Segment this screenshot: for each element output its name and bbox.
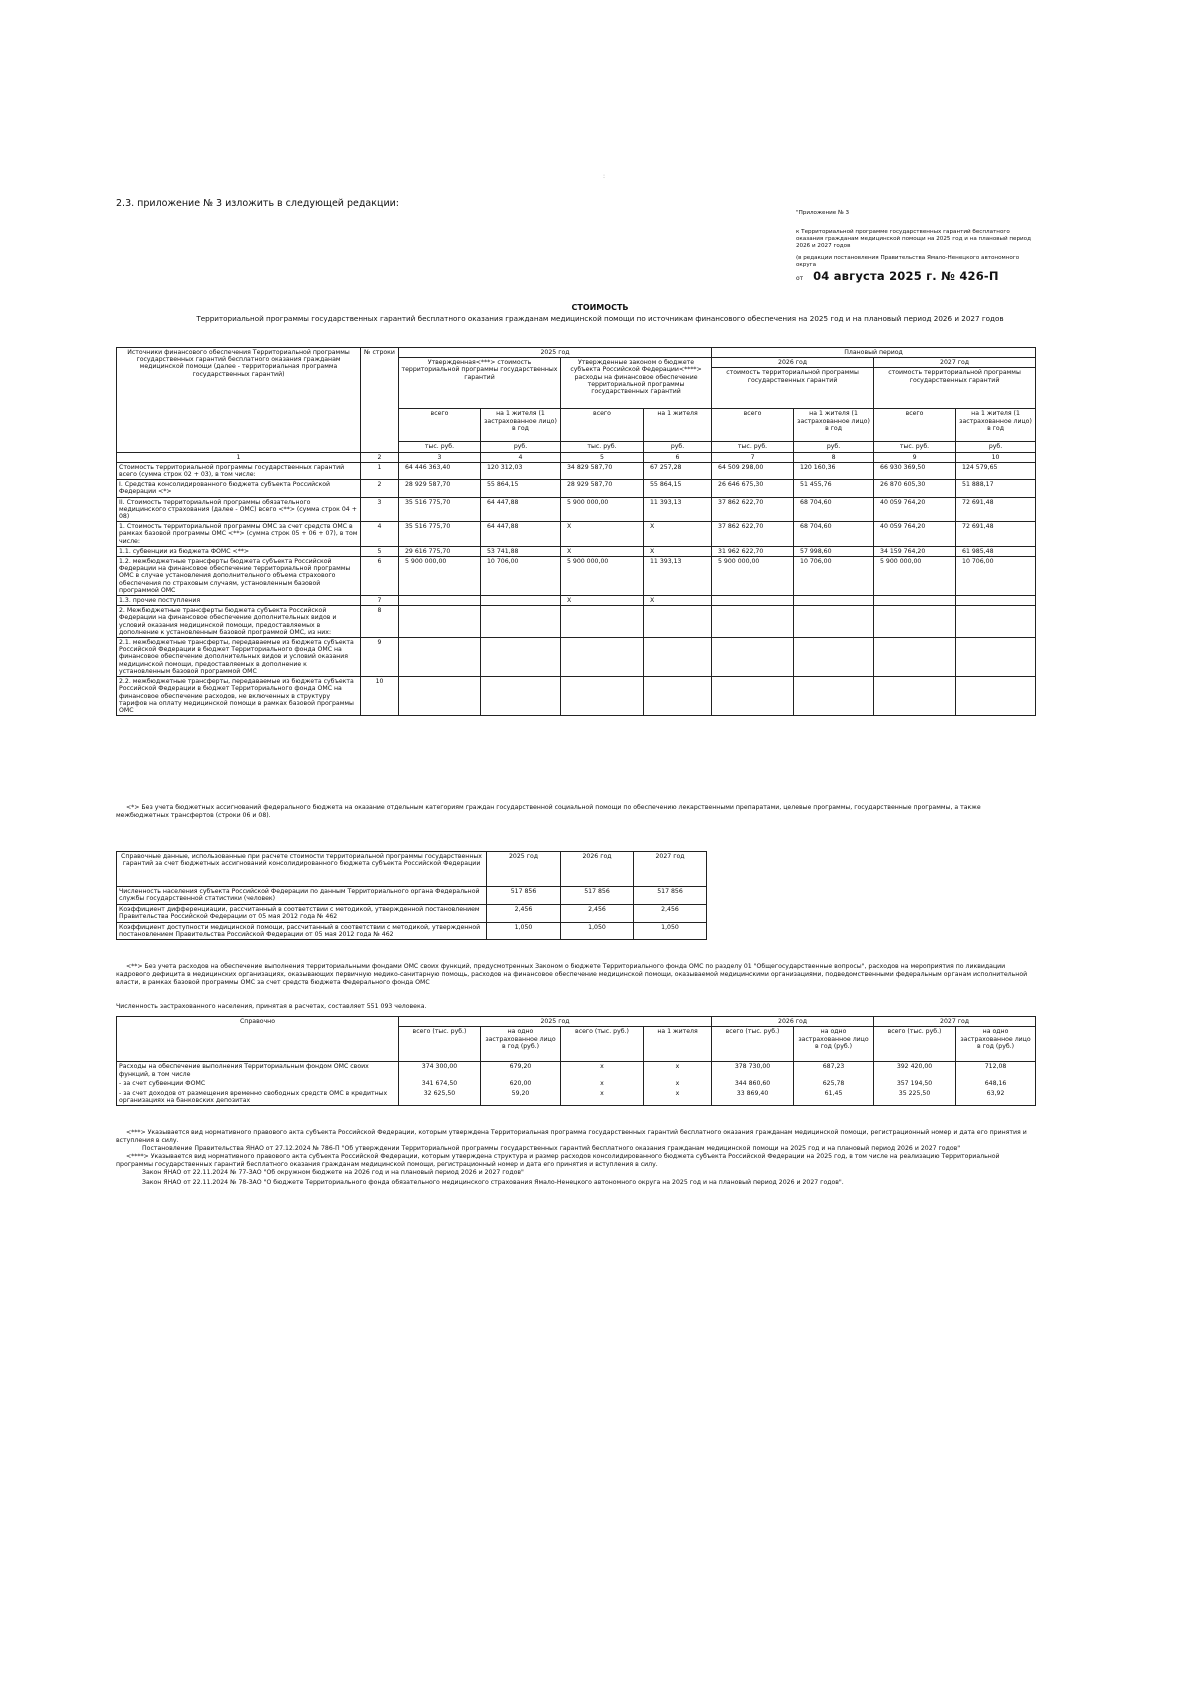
header-approved-cost: Утвержденная<***> стоимость территориальной программы государственных гарантий (399, 358, 561, 409)
header-per-resident: на 1 жителя (644, 1027, 712, 1062)
row-value: 26 646 675,30 (712, 480, 794, 497)
unit-rub: руб. (481, 442, 561, 452)
expense-value: x (644, 1089, 712, 1106)
footnote-budget-act: <****> Указывается вид нормативного правового акта субъекта Российской Федерации, которым утверждена структура и размер расходов консолидированного бюджета субъекта Российской Федерации на 2025 год, в том числе на реализацию Территориальной программы государственных гарантий бесплатного оказания гражданам медицинской помощи, регистрационный номер и дата его принятия и вступления в силу. (116, 1153, 1000, 1168)
column-number: 6 (644, 452, 712, 462)
row-value: 67 257,28 (644, 462, 712, 479)
row-number: 5 (361, 546, 399, 556)
expense-value: x (561, 1089, 644, 1106)
row-value: 5 900 000,00 (874, 557, 956, 596)
unit-rub: руб. (794, 442, 874, 452)
row-value (956, 606, 1036, 638)
row-value (399, 606, 481, 638)
row-value: 37 862 622,70 (712, 497, 794, 522)
expense-value: 344 860,60 (712, 1079, 794, 1088)
appendix-program-ref: к Территориальной программе государственных гарантий бесплатного оказания гражданам медицинской помощи на 2025 год и на плановый период 2026 и 2027 годов (796, 229, 1031, 249)
bottom-notes (116, 1129, 1035, 1187)
row-value: X (561, 546, 644, 556)
header-2026: 2026 год (712, 1017, 874, 1027)
expense-value: 374 300,00 (399, 1062, 481, 1079)
row-value: 31 962 622,70 (712, 546, 794, 556)
row-value: X (644, 522, 712, 547)
header-per-insured: на одно застрахованное лицо в год (руб.) (481, 1027, 561, 1062)
row-value: 11 393,13 (644, 497, 712, 522)
row-number: 8 (361, 606, 399, 638)
row-value: X (561, 596, 644, 606)
table-row (117, 638, 1036, 677)
reference-value: 517 856 (487, 887, 561, 905)
document-subtitle: Территориальной программы государственных гарантий бесплатного оказания гражданам медицинской помощи по источникам финансового обеспечения на 2025 год и на плановый период 2026 и 2027 годов (196, 314, 1004, 323)
row-value: 40 059 764,20 (874, 522, 956, 547)
header-total: всего (561, 409, 644, 442)
header-per-insured: на одно застрахованное лицо в год (руб.) (794, 1027, 874, 1062)
reference-value: 2,456 (561, 904, 634, 922)
row-number: 3 (361, 497, 399, 522)
appendix-edition: (в редакции постановления Правительства Ямало-Ненецкого автономного округа (796, 255, 1020, 268)
row-number: 1 (361, 462, 399, 479)
row-value (399, 677, 481, 716)
expense-value: x (644, 1079, 712, 1088)
row-value (794, 638, 874, 677)
row-value: X (561, 522, 644, 547)
header-per-insured: на 1 жителя (1 застрахованное лицо) в год (956, 409, 1036, 442)
reference-value: 517 856 (634, 887, 707, 905)
unit-thousand: тыс. руб. (874, 442, 956, 452)
row-label: Стоимость территориальной программы государственных гарантий всего (сумма строк 02 + 03), в том числе: (117, 462, 361, 479)
column-number: 8 (794, 452, 874, 462)
reference-header-year: 2025 год (487, 852, 561, 887)
expense-value: 61,45 (794, 1089, 874, 1106)
header-2026: 2026 год (712, 358, 874, 368)
row-label: 2.2. межбюджетные трансферты, передаваемые из бюджета субъекта Российской Федерации в бюджет Территориального фонда ОМС на финансовое обеспечение расходов, не включенных в структуру тарифов на оплату медицинской помощи в рамках базовой программы ОМС (117, 677, 361, 716)
column-number: 3 (399, 452, 481, 462)
row-value: 35 516 775,70 (399, 497, 481, 522)
expense-value: 620,00 (481, 1079, 561, 1088)
reference-value: 2,456 (487, 904, 561, 922)
row-value: 5 900 000,00 (712, 557, 794, 596)
row-value: 66 930 369,50 (874, 462, 956, 479)
row-value: 29 616 775,70 (399, 546, 481, 556)
insured-population-note: Численность застрахованного населения, принятая в расчетах, составляет 551 093 человека. (116, 1003, 427, 1010)
row-value: 120 160,36 (794, 462, 874, 479)
row-value: 57 998,60 (794, 546, 874, 556)
row-value (561, 606, 644, 638)
expense-value: 687,23 (794, 1062, 874, 1079)
footnote-program-act: <***> Указывается вид нормативного правового акта субъекта Российской Федерации, которым утверждена Территориальная программа государственных гарантий бесплатного оказания гражданам медицинской помощи, регистрационный номер и дата его принятия и вступления в силу. (116, 1129, 1027, 1144)
row-value (481, 606, 561, 638)
table-row (117, 922, 707, 940)
row-value (644, 677, 712, 716)
reference-data-table (116, 851, 707, 940)
reference-value: 1,050 (634, 922, 707, 940)
expense-value: 357 194,50 (874, 1079, 956, 1088)
table-row (117, 522, 1036, 547)
reference-value: 2,456 (634, 904, 707, 922)
row-number: 6 (361, 557, 399, 596)
expense-value: x (644, 1062, 712, 1079)
resolution-stamp (796, 269, 999, 283)
row-value (561, 638, 644, 677)
expense-label: Расходы на обеспечение выполнения Территориальным фондом ОМС своих функций, в том числе (117, 1062, 399, 1079)
stamp-date-number: 04 августа 2025 г. № 426-П (813, 269, 999, 283)
expense-value: 625,78 (794, 1079, 874, 1088)
table-row (117, 497, 1036, 522)
footnote-budget: <*> Без учета бюджетных ассигнований федерального бюджета на оказание отдельным категориям граждан государственной социальной помощи по обеспечению лекарственными препаратами, целевые программы, государственные программы, а также межбюджетных трансфертов (строки 06 и 08). (116, 804, 981, 819)
row-value: 68 704,60 (794, 522, 874, 547)
header-per-insured: на 1 жителя (1 застрахованное лицо) в год (794, 409, 874, 442)
header-per-insured: на одно застрахованное лицо в год (руб.) (956, 1027, 1036, 1062)
header-cost-2026: стоимость территориальной программы государственных гарантий (712, 368, 874, 409)
row-value: X (644, 546, 712, 556)
header-source: Источники финансового обеспечения Территориальной программы государственных гарантий бесплатного оказания гражданам медицинской помощи (далее - территориальная программа государственных гарантий) (117, 348, 361, 453)
reference-value: 517 856 (561, 887, 634, 905)
oms-functions-table (116, 1016, 1036, 1106)
row-number: 9 (361, 638, 399, 677)
header-per-insured: на 1 жителя (1 застрахованное лицо) в год (481, 409, 561, 442)
column-number: 7 (712, 452, 794, 462)
table-row (117, 887, 707, 905)
row-value: 124 579,65 (956, 462, 1036, 479)
row-value (956, 677, 1036, 716)
row-label: 1. Стоимость территориальной программы ОМС за счет средств ОМС в рамках базовой программы ОМС <**> (сумма строк 05 + 06 + 07), в том числе: (117, 522, 361, 547)
column-number: 1 (117, 452, 361, 462)
appendix-label: "Приложение № 3 (796, 210, 850, 216)
row-value (712, 677, 794, 716)
header-total: всего (тыс. руб.) (874, 1027, 956, 1062)
expense-value: 648,16 (956, 1079, 1036, 1088)
header-total: всего (712, 409, 794, 442)
expense-value: 392 420,00 (874, 1062, 956, 1079)
reference-label: Коэффициент дифференциации, рассчитанный в соответствии с методикой, утвержденной постановлением Правительства Российской Федерации от 05 мая 2012 года № 462 (117, 904, 487, 922)
row-value: 28 929 587,70 (561, 480, 644, 497)
row-value: 55 864,15 (644, 480, 712, 497)
reference-value: 1,050 (487, 922, 561, 940)
header-total: всего (тыс. руб.) (712, 1027, 794, 1062)
row-label: 1.1. субвенции из бюджета ФОМС <**> (117, 546, 361, 556)
row-value (712, 638, 794, 677)
row-value: 51 888,17 (956, 480, 1036, 497)
document-title: СТОИМОСТЬ (571, 303, 629, 312)
row-label: 2.1. межбюджетные трансферты, передаваемые из бюджета субъекта Российской Федерации в бюджет Территориального фонда ОМС на финансовое обеспечение дополнительных видов и условий оказания медицинской помощи, предоставляемых в дополнение к установленным базовой программой ОМС (117, 638, 361, 677)
row-value: 5 900 000,00 (561, 497, 644, 522)
fund-law-ref: Закон ЯНАО от 22.11.2024 № 78-ЗАО "О бюджете Территориального фонда обязательного медицинского страхования Ямало-Ненецкого автономного округа на 2025 год и на плановый период 2026 и 2027 годов". (142, 1179, 844, 1186)
row-value: 28 929 587,70 (399, 480, 481, 497)
table-row (117, 546, 1036, 556)
row-value: 64 447,88 (481, 497, 561, 522)
row-value (794, 596, 874, 606)
program-resolution-ref: Постановление Правительства ЯНАО от 27.12.2024 № 786-П "Об утверждении Территориальной программы государственных гарантий бесплатного оказания гражданам медицинской помощи на 2025 год и на плановый период 2026 и 2027 годов" (142, 1145, 961, 1152)
row-value (712, 606, 794, 638)
row-value: 53 741,88 (481, 546, 561, 556)
budget-law-ref: Закон ЯНАО от 22.11.2024 № 77-ЗАО "Об окружном бюджете на 2026 год и на плановый период 2026 и 2027 годов" (142, 1169, 524, 1176)
expense-value: x (561, 1062, 644, 1079)
table-row (117, 677, 1036, 716)
row-value: 34 159 764,20 (874, 546, 956, 556)
expense-value: 33 869,40 (712, 1089, 794, 1106)
row-value: 72 691,48 (956, 497, 1036, 522)
reference-header-label: Справочные данные, использованные при расчете стоимости территориальной программы государственных гарантий за счет бюджетных ассигнований консолидированного бюджета субъекта Российской Федерации (117, 852, 487, 887)
row-value (481, 596, 561, 606)
row-value: 37 862 622,70 (712, 522, 794, 547)
row-value (874, 677, 956, 716)
reference-label: Справочно (117, 1017, 399, 1062)
column-number: 4 (481, 452, 561, 462)
expense-label: - за счет субвенции ФОМС (117, 1079, 399, 1088)
table-row (117, 462, 1036, 479)
row-value (874, 638, 956, 677)
table-row (117, 480, 1036, 497)
row-label: 2. Межбюджетные трансферты бюджета субъекта Российской Федерации на финансовое обеспечение дополнительных видов и условий оказания медицинской помощи, предоставляемых в дополнение к установленным базовой программой ОМС, из них: (117, 606, 361, 638)
row-number: 4 (361, 522, 399, 547)
column-number: 10 (956, 452, 1036, 462)
stamp-prefix: от (796, 275, 804, 282)
expense-value: x (561, 1079, 644, 1088)
row-value: 68 704,60 (794, 497, 874, 522)
header-cost-2027: стоимость территориальной программы государственных гарантий (874, 368, 1036, 409)
unit-rub: руб. (644, 442, 712, 452)
row-value: 11 393,13 (644, 557, 712, 596)
row-value (874, 606, 956, 638)
row-value (644, 638, 712, 677)
unit-thousand: тыс. руб. (561, 442, 644, 452)
cost-table (116, 347, 1036, 716)
expense-value: 32 625,50 (399, 1089, 481, 1106)
row-value: 51 455,76 (794, 480, 874, 497)
row-value: 40 059 764,20 (874, 497, 956, 522)
row-value (874, 596, 956, 606)
table-row (117, 1089, 1036, 1106)
row-value (644, 606, 712, 638)
row-number: 10 (361, 677, 399, 716)
row-value: 5 900 000,00 (399, 557, 481, 596)
unit-rub: руб. (956, 442, 1036, 452)
table-row (117, 904, 707, 922)
row-value (561, 677, 644, 716)
expense-value: 63,92 (956, 1089, 1036, 1106)
expense-value: 341 674,50 (399, 1079, 481, 1088)
header-row-number: № строки (361, 348, 399, 453)
row-value: 10 706,00 (481, 557, 561, 596)
row-value (794, 606, 874, 638)
table-row (117, 606, 1036, 638)
column-number: 2 (361, 452, 399, 462)
header-total: всего (тыс. руб.) (561, 1027, 644, 1062)
expense-value: 679,20 (481, 1062, 561, 1079)
table-row (117, 1062, 1036, 1079)
header-total: всего (874, 409, 956, 442)
row-value: 61 985,48 (956, 546, 1036, 556)
expense-value: 378 730,00 (712, 1062, 794, 1079)
table-row (117, 557, 1036, 596)
row-value: 35 516 775,70 (399, 522, 481, 547)
row-value: 64 509 298,00 (712, 462, 794, 479)
header-law-expenses: Утвержденные законом о бюджете субъекта Российской Федерации<****> расходы на финансовое обеспечение территориальной программы государственных гарантий (561, 358, 712, 409)
row-value (794, 677, 874, 716)
row-value: 5 900 000,00 (561, 557, 644, 596)
header-per-resident: на 1 жителя (644, 409, 712, 442)
expense-value: 35 225,50 (874, 1089, 956, 1106)
header-total: всего (тыс. руб.) (399, 1027, 481, 1062)
header-2027: 2027 год (874, 1017, 1036, 1027)
row-value: 120 312,03 (481, 462, 561, 479)
expense-label: - за счет доходов от размещения временно свободных средств ОМС в кредитных организациях на банковских депозитах (117, 1089, 399, 1106)
reference-value: 1,050 (561, 922, 634, 940)
row-value: 10 706,00 (956, 557, 1036, 596)
unit-thousand: тыс. руб. (712, 442, 794, 452)
row-value: 64 446 363,40 (399, 462, 481, 479)
reference-label: Численность населения субъекта Российской Федерации по данным Территориального органа Федеральной службы государственной статистики (человек) (117, 887, 487, 905)
intro-text: 2.3. приложение № 3 изложить в следующей редакции: (116, 198, 400, 209)
expense-value: 712,08 (956, 1062, 1036, 1079)
header-total: всего (399, 409, 481, 442)
row-value (956, 638, 1036, 677)
header-plan-period: Плановый период (712, 348, 1036, 358)
row-value (399, 638, 481, 677)
row-value (399, 596, 481, 606)
reference-header-year: 2027 год (634, 852, 707, 887)
row-value (481, 677, 561, 716)
header-2025: 2025 год (399, 348, 712, 358)
row-value: 26 870 605,30 (874, 480, 956, 497)
expense-value: 59,20 (481, 1089, 561, 1106)
reference-header-year: 2026 год (561, 852, 634, 887)
row-label: 1.3. прочие поступления (117, 596, 361, 606)
column-number: 9 (874, 452, 956, 462)
stray-mark: : (603, 173, 606, 180)
row-label: I. Средства консолидированного бюджета субъекта Российской Федерации <*> (117, 480, 361, 497)
row-value: X (644, 596, 712, 606)
header-2025: 2025 год (399, 1017, 712, 1027)
reference-label: Коэффициент доступности медицинской помощи, рассчитанный в соответствии с методикой, утвержденной постановлением Правительства Российской Федерации от 05 мая 2012 года № 462 (117, 922, 487, 940)
column-number: 5 (561, 452, 644, 462)
unit-thousand: тыс. руб. (399, 442, 481, 452)
row-value: 72 691,48 (956, 522, 1036, 547)
row-value: 34 829 587,70 (561, 462, 644, 479)
row-number: 7 (361, 596, 399, 606)
row-value (481, 638, 561, 677)
row-value: 55 864,15 (481, 480, 561, 497)
row-value: 10 706,00 (794, 557, 874, 596)
table-row (117, 1079, 1036, 1088)
row-label: II. Стоимость территориальной программы обязательного медицинского страхования (далее - ОМС) всего <**> (сумма строк 04 + 08) (117, 497, 361, 522)
row-value (956, 596, 1036, 606)
table-row (117, 596, 1036, 606)
row-value: 64 447,88 (481, 522, 561, 547)
footnote-oms-functions: <**> Без учета расходов на обеспечение выполнения территориальными фондами ОМС своих функций, предусмотренных Законом о бюджете Территориального фонда ОМС по разделу 01 "Общегосударственные вопросы", расходов на мероприятия по ликвидации кадрового дефицита в медицинских организациях, оказывающих первичную медико-санитарную помощь, расходов на финансовое обеспечение медицинской помощи, оказываемой медицинскими организациями, подведомственными федеральным органам исполнительной власти, в рамках базовой программы ОМС за счет средств бюджета Федерального фонда ОМС (116, 963, 1028, 986)
row-value (712, 596, 794, 606)
row-number: 2 (361, 480, 399, 497)
header-2027: 2027 год (874, 358, 1036, 368)
row-label: 1.2. межбюджетные трансферты бюджета субъекта Российской Федерации на финансовое обеспечение территориальной программы ОМС в случае установления дополнительного объема страхового обеспечения по страховым случаям, установленным базовой программой ОМС (117, 557, 361, 596)
